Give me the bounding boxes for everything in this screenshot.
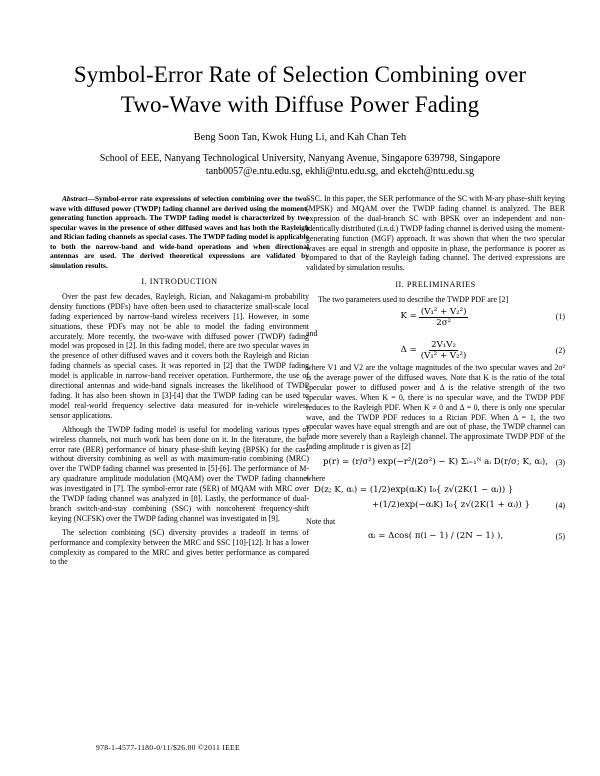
where-word: where — [306, 474, 326, 484]
eq4-number: (4) — [555, 501, 565, 511]
eq5-number: (5) — [555, 531, 565, 541]
emails: tanb0057@e.ntu.edu.sg, ekhli@ntu.edu.sg, and ekcteh@ntu.edu.sg — [205, 166, 475, 177]
note-that: Note that — [306, 517, 336, 527]
eq5-body: αᵢ = Δcos( π(i − 1) / (2N − 1) ), — [367, 530, 504, 541]
eq4-line-2: +(1/2)exp(−αᵢK) I₀{ z√(2K(1 + αᵢ)) } — [372, 500, 530, 511]
eq2-denominator: (V₁² + V₂²) — [420, 351, 467, 362]
copyright-footer: 978-1-4577-1180-0/11/$26.00 ©2011 IEEE — [96, 743, 240, 752]
equation-5 — [306, 527, 565, 547]
affiliation: School of EEE, Nanyang Technological University, Nanyang Avenue, Singapore 639798, Singapore — [99, 153, 501, 164]
eq1-denominator: 2σ² — [436, 317, 452, 328]
eq1-fraction — [419, 307, 469, 328]
eq3-number: (3) — [555, 458, 565, 468]
eq2-number: (2) — [555, 346, 565, 356]
eq2-numerator: 2V₁V₂ — [431, 340, 456, 351]
equation-2 — [306, 339, 565, 363]
title-line-2: Two-Wave with Diffuse Power Fading — [120, 92, 480, 117]
eq3-body: p(r) = (r/σ²) exp(−r²/(2σ²) − K) Σᵢ₌₁ᴺ aᵢ D(r/σ; K, αᵢ), — [323, 457, 548, 468]
intro-paragraph-2: Although the TWDP fading model is useful for modeling various types of wireless channels, not much work has been done on it. In the literature, the bit-error rate (BER) performance of binary phase-shift keying (BPSK) for the case without diversity combining as well as with maximum-ratio combining (MRC) over the TWDP fading channel was presented in [5]-[6]. The performance of M-ary quadrature amplitude modulation (MQAM) over the TWDP fading channel was investigated in [7]. The symbol-error rate (SER) of MQAM with MRC over the TWDP fading channel was analyzed in [8]. Lastly, the performance of dual-branch switch-and-stay combining (SSC) with noncoherent frequency-shift keying (NCFSK) over the TWDP fading channel was investigated in [9]. — [50, 424, 309, 523]
preliminaries-paragraph-1: The two parameters used to describe the TWDP PDF are [2] — [318, 295, 509, 305]
preliminaries-paragraph-2: where V1 and V2 are the voltage magnitudes of the two specular waves and 2σ² is the average power of the diffused waves. Note that K is the ratio of the total specular power to diffused power and Δ is the relative strength of the two specular waves. When K = 0, there is no specular wave, and the TWDP PDF reduces to the Rayleigh PDF. When K ≠ 0 and Δ = 0, there is only one specular wave, and the TWDP PDF reduces to a Rician PDF. When Δ = 1, the two specular waves have equal strength and are out of phase, the TWDP channel can fade more severely than a Rayleigh channel. The approximate TWDP PDF of the fading amplitude r is given as [2] — [306, 362, 565, 452]
abstract — [50, 194, 309, 270]
and-word: and — [306, 329, 318, 339]
right-paragraph-1: SSC. In this paper, the SER performance of the SC with M-ary phase-shift keying (MPSK) and MQAM over the TWDP fading channel is analyzed. The BER expression of the dual-branch SC with BPSK over an independent and non-identically distributed (i.n.d.) TWDP fading channel is derived using the moment-generating function (MGF) approach. It was shown that when the two specular waves are equal in strength and opposite in phase, the performance is poorer as compared to that of the Rayleigh fading channel. The derived expressions are validated by simulation results. — [306, 194, 565, 273]
eq1-number: (1) — [555, 312, 565, 322]
abstract-label: Abstract — [62, 194, 88, 203]
abstract-text: —Symbol-error rate expressions of selection combining over the two-wave with diffused power (TWDP) fading channel are derived using the moment-generating function approach. The TWDP fading model is characterized by two specular waves in the presence of other diffused waves and has both the Rayleigh and Rician fading channels as special cases. The TWDP fading model is applicable to both the narrow-band and wide-band operations and when directional antennas are used. The derived theoretical expressions are validated by simulation results. — [50, 194, 309, 270]
left-column — [50, 194, 309, 567]
equation-4-line-1 — [306, 484, 565, 498]
intro-paragraph-3: The selection combining (SC) diversity provides a tradeoff in terms of performance and complexity between the MRC and SSC [10]-[12]. It has a lower complexity as compared to the MRC and gives better performance as compared to the — [50, 527, 309, 567]
section-1-heading: I. INTRODUCTION — [141, 277, 218, 286]
authors: Beng Soon Tan, Kwok Hung Li, and Kah Chan Teh — [193, 132, 407, 143]
eq2-lhs: Δ = — [400, 345, 417, 356]
right-column — [306, 194, 565, 547]
section-2-heading: II. PRELIMINARIES — [395, 280, 476, 290]
eq2-fraction — [419, 340, 469, 361]
eq4-line-1: D(z; K, αᵢ) = (1/2)exp(αᵢK) I₀{ z√(2K(1 − αᵢ)) } — [314, 485, 514, 496]
eq1-lhs: K = — [400, 311, 417, 322]
equation-4-line-2 — [306, 498, 565, 514]
equation-3 — [306, 452, 565, 474]
equation-1 — [306, 305, 565, 329]
intro-paragraph-1: Over the past few decades, Rayleigh, Rician, and Nakagami-m probability density functions (PDFs) have often been used to characterize small-scale local fading experienced by narrow-band wireless receivers [1]. However, in some situations, these PDFs may not be able to model the fading environment accurately. More recently, the two-wave with diffused power (TWDP) fading model was proposed in [2]. In this fading model, there are two specular waves in the presence of other diffused waves and it covers both the Rayleigh and Rician fading channels as special cases. It was reported in [2] that the TWDP fading model is applicable in narrow-band receiver operation. Furthermore, the use of directional antennas and wide-band signals increases the likelihood of TWDP fading. It has also been shown in [3]-[4] that the TWDP fading can be used to model real-world frequency selective data measured for in-vehicle wireless sensor applications. — [50, 291, 309, 420]
title-line-1: Symbol-Error Rate of Selection Combining over — [73, 62, 527, 87]
eq1-numerator: (V₁² + V₂²) — [420, 306, 467, 317]
